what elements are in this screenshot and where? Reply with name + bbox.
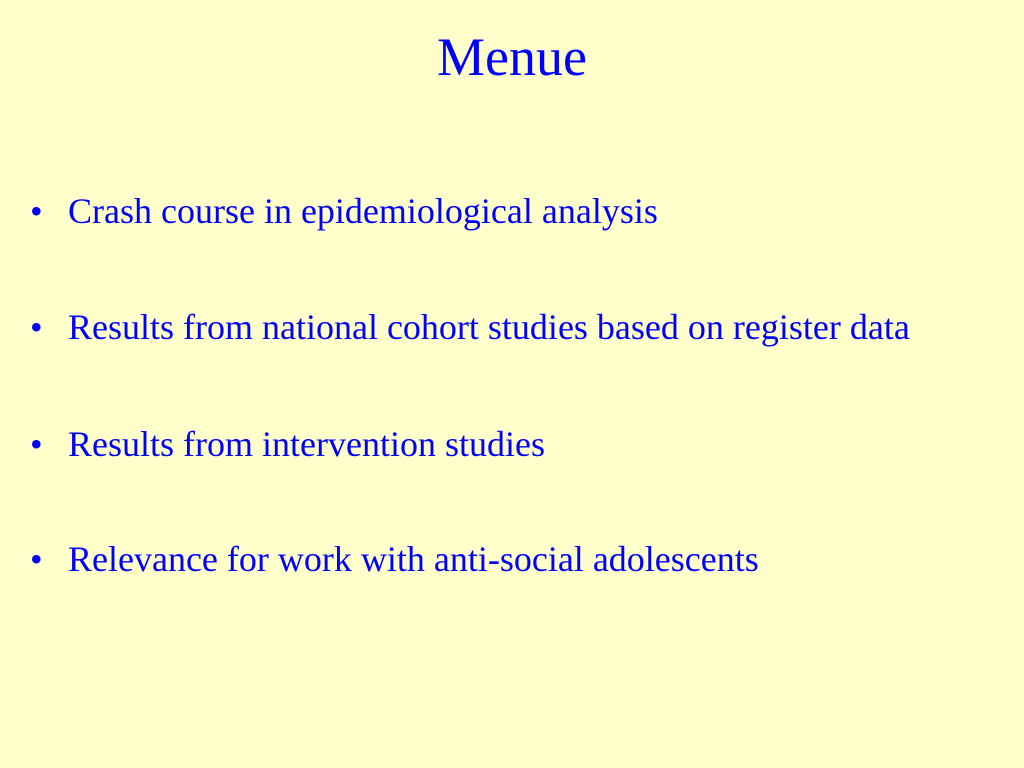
bullet-text: Crash course in epidemiological analysis xyxy=(68,191,658,231)
slide-title: Menue xyxy=(437,27,587,87)
bullet-icon: • xyxy=(30,191,43,231)
bullet-item xyxy=(30,419,990,469)
bullet-icon: • xyxy=(30,307,43,347)
bullet-icon: • xyxy=(30,424,43,464)
bullet-text: Results from intervention studies xyxy=(68,424,545,464)
bullet-icon: • xyxy=(30,539,43,579)
bullet-text: Relevance for work with anti-social adolescents xyxy=(68,539,759,579)
bullet-item xyxy=(30,302,990,352)
bullet-item xyxy=(30,186,990,236)
bullet-text: Results from national cohort studies based on register data xyxy=(68,307,910,347)
bullet-item xyxy=(30,534,990,584)
